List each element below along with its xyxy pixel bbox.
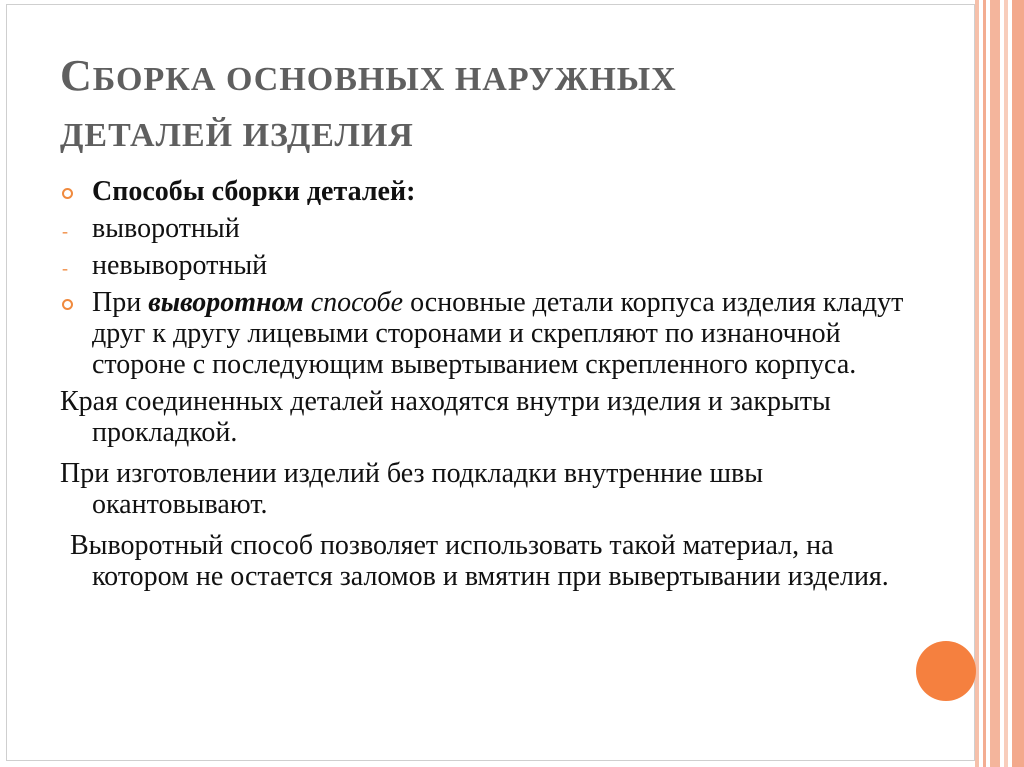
heading-text: Способы сборки деталей:: [92, 176, 416, 207]
para1-emphasis-italic: способе: [303, 287, 404, 318]
list-item: [60, 250, 930, 281]
dash-bullet-icon: -: [62, 221, 68, 241]
list-item-text: невыворотный: [92, 250, 268, 281]
dash-bullet-icon: -: [62, 258, 68, 278]
paragraph: При изготовлении изделий без подкладки внутренние швы окантовывают.: [60, 458, 764, 520]
bullet-heading: [60, 176, 930, 207]
ring-bullet-icon: [62, 188, 73, 199]
list-item: [60, 213, 930, 244]
stripe: [1004, 0, 1008, 767]
para1-emphasis-bold: выворотном: [148, 287, 304, 318]
decorative-circle: [916, 641, 976, 701]
para1-prefix: При: [92, 287, 149, 318]
paragraph: Края соединенных деталей находятся внутри изделия и закрыты прокладкой.: [60, 386, 831, 448]
stripe: [990, 0, 1000, 767]
decorative-stripes: [975, 0, 1024, 767]
paragraph: Выворотный способ позволяет использовать такой материал, на котором не остается заломов и вмятин при вывертывании изделия.: [70, 530, 889, 592]
bullet-paragraph: [60, 287, 930, 380]
stripe: [983, 0, 986, 767]
ring-bullet-icon: [62, 299, 73, 310]
stripe: [1012, 0, 1024, 767]
title-initial: С: [60, 51, 93, 100]
title-line-1: [60, 48, 920, 108]
slide-title: [60, 48, 920, 164]
para1-text: основные детали корпуса изделия кладут друг к другу лицевыми сторонами и скрепляют по изнаночной стороне с последующим вывертыванием скрепленного корпуса.: [92, 287, 904, 380]
stripe: [975, 0, 979, 767]
slide-body: [60, 176, 930, 592]
title-line-1-text: БОРКА ОСНОВНЫХ НАРУЖНЫХ: [92, 61, 677, 98]
list-item-text: выворотный: [92, 213, 240, 244]
title-line-2: ДЕТАЛЕЙ ИЗДЕЛИЯ: [60, 117, 414, 154]
